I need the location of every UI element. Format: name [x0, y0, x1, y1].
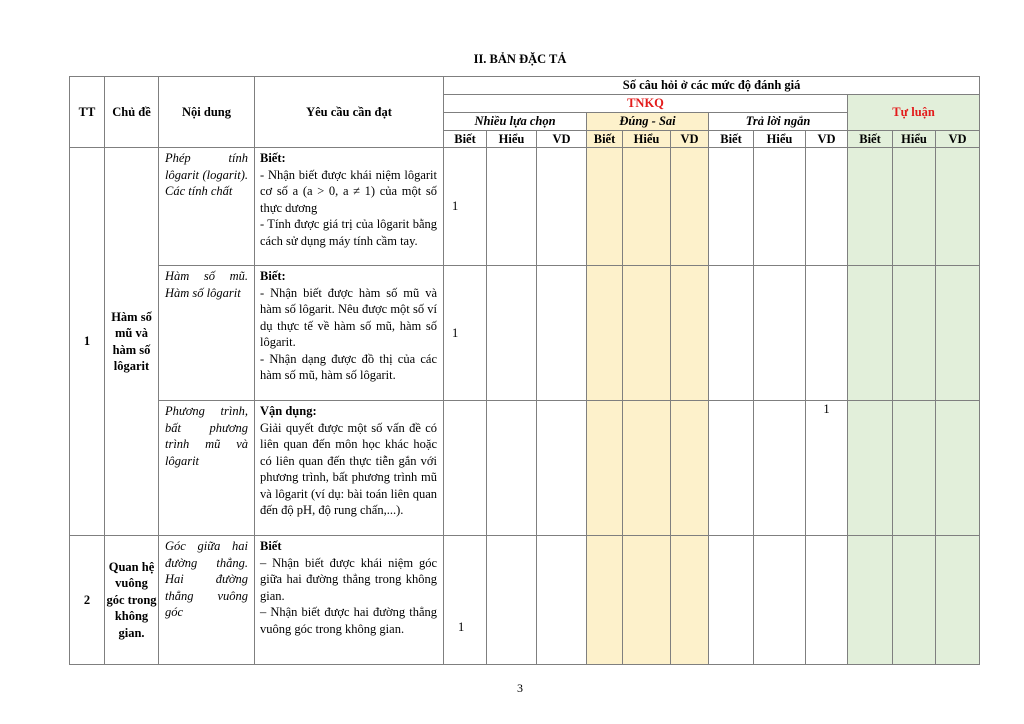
level-label: Biết:: [260, 151, 286, 165]
essay-understand-header: Hiểu: [893, 131, 936, 148]
sa-understand-header: Hiểu: [754, 131, 806, 148]
content-text: Hàm số mũ. Hàm số lôgarit: [159, 266, 255, 401]
essay-apply-header: VD: [936, 131, 980, 148]
requirement-line: – Nhận biết được khái niệm góc giữa hai đường thẳng trong không gian.: [260, 555, 437, 603]
mc-know-header: Biết: [444, 131, 487, 148]
mc-know-count: 1: [444, 536, 487, 665]
content-text: Phép tính lôgarit (logarit). Các tính chất: [159, 148, 255, 266]
tf-understand-header: Hiểu: [623, 131, 671, 148]
mc-know-count: 1: [444, 148, 487, 266]
table-row: [70, 266, 980, 401]
requirement-line: - Nhận dạng được đồ thị của các hàm số mũ, hàm số lôgarit.: [260, 351, 437, 382]
header-true-false: Đúng - Sai: [587, 113, 709, 131]
requirement-line: – Nhận biết được hai đường thẳng vuông góc trong không gian.: [260, 605, 437, 636]
requirement-line: - Tính được giá trị của lôgarit bằng cách sử dụng máy tính cầm tay.: [260, 217, 437, 248]
table-row: [70, 148, 980, 266]
row-number: 1: [70, 148, 105, 536]
content-text: Phương trình, bất phương trình mũ và lôgarit: [159, 401, 255, 536]
page-title: II. BẢN ĐẶC TẢ: [473, 52, 567, 66]
tf-know-header: Biết: [587, 131, 623, 148]
requirement-text: [255, 401, 444, 536]
tf-apply-header: VD: [671, 131, 709, 148]
requirement-text: [255, 266, 444, 401]
header-tt: TT: [70, 77, 105, 148]
header-tnkq: TNKQ: [444, 95, 848, 113]
mc-apply-header: VD: [537, 131, 587, 148]
requirement-line: Giải quyết được một số vấn đề có liên quan đến môn học khác hoặc có liên quan đến thực tiễn gắn với phương trình, bất phương trình mũ và lôgarit (ví dụ: bài toán liên quan đến độ pH, độ rung chấn,...).: [260, 420, 437, 517]
topic-name: Hàm số mũ và hàm số lôgarit: [105, 148, 159, 536]
mc-understand-header: Hiểu: [487, 131, 537, 148]
requirement-text: [255, 148, 444, 266]
header-requirement: Yêu cầu cần đạt: [255, 77, 444, 148]
mc-know-count: 1: [444, 266, 487, 401]
requirement-line: - Nhận biết được hàm số mũ và hàm số lôgarit. Nêu được một số ví dụ thực tế về hàm số mũ, hàm số lôgarit.: [260, 285, 437, 349]
topic-name: Quan hệ vuông góc trong không gian.: [105, 536, 159, 665]
table-row: [70, 536, 980, 665]
header-topic: Chủ đề: [105, 77, 159, 148]
sa-apply-header: VD: [806, 131, 848, 148]
header-levels-title: Số câu hỏi ở các mức độ đánh giá: [444, 77, 980, 95]
content-text: Góc giữa hai đường thẳng. Hai đường thẳng vuông góc: [159, 536, 255, 665]
sa-know-header: Biết: [709, 131, 754, 148]
header-essay: Tự luận: [848, 95, 980, 131]
requirement-text: [255, 536, 444, 665]
level-label: Vận dụng:: [260, 404, 317, 418]
header-content: Nội dung: [159, 77, 255, 148]
specification-table: [69, 76, 980, 665]
table-row: [70, 401, 980, 536]
header-short-answer: Trả lời ngắn: [709, 113, 848, 131]
requirement-line: - Nhận biết được khái niệm lôgarit cơ số a (a > 0, a ≠ 1) của một số thực dương: [260, 167, 437, 215]
page-number: 3: [517, 681, 523, 695]
level-label: Biết: [260, 539, 282, 553]
sa-apply-count: 1: [806, 401, 848, 536]
row-number: 2: [70, 536, 105, 665]
header-multiple-choice: Nhiều lựa chọn: [444, 113, 587, 131]
essay-know-header: Biết: [848, 131, 893, 148]
level-label: Biết:: [260, 269, 286, 283]
